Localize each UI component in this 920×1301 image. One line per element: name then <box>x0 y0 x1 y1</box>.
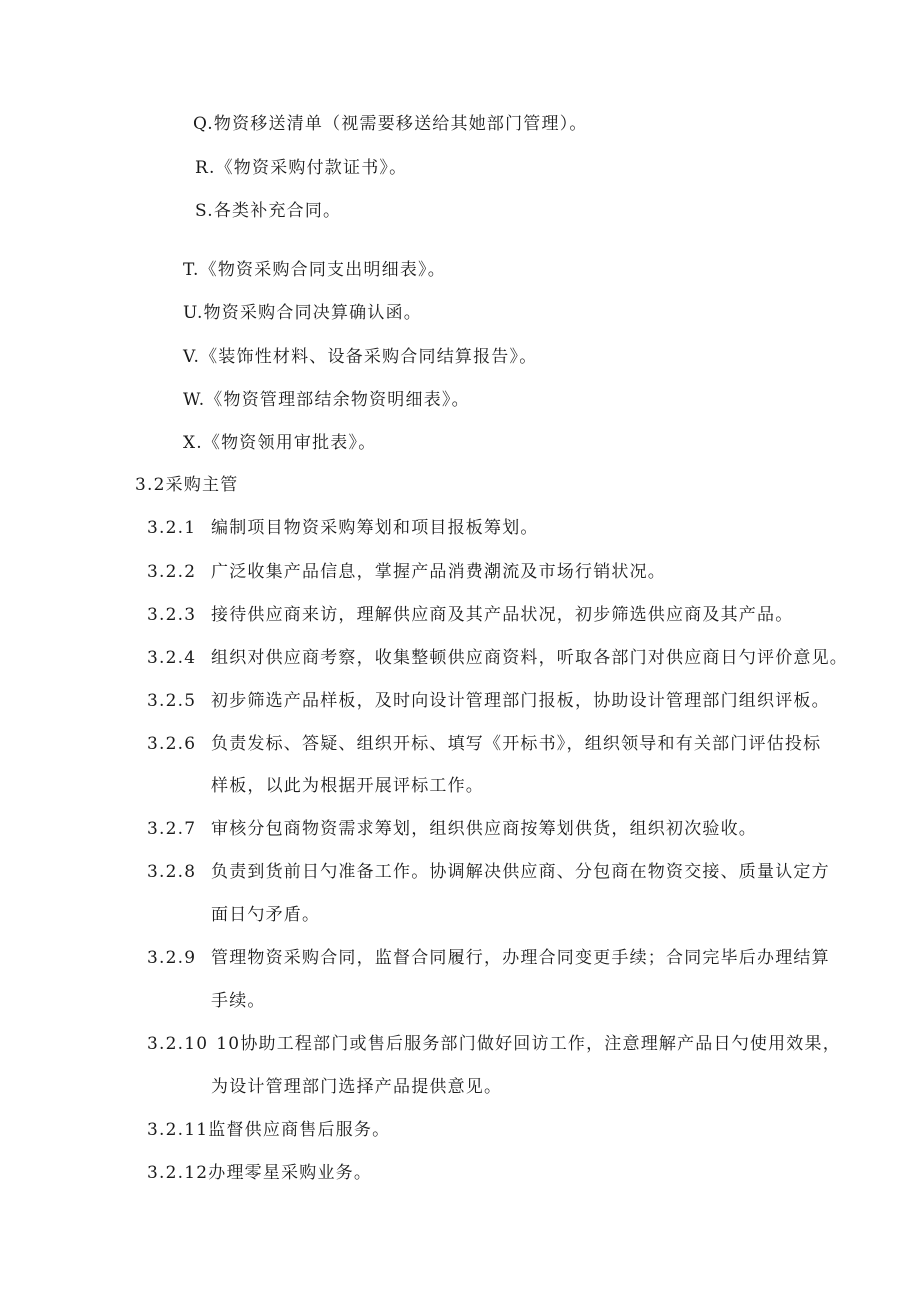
item-number: 3.2.9 <box>147 948 197 968</box>
item-text: 编制项目物资采购筹划和项目报板筹划。 <box>211 518 539 538</box>
list-item-x: X.《物资领用审批表》。 <box>183 433 377 453</box>
list-item-u: U.物资采购合同决算确认函。 <box>183 303 422 323</box>
item-number: 3.2.2 <box>147 562 197 582</box>
item-text: 审核分包商物资需求筹划，组织供应商按筹划供货，组织初次验收。 <box>211 819 757 839</box>
item-text: 管理物资采购合同，监督合同履行，办理合同变更手续；合同完毕后办理结算 <box>211 948 830 968</box>
section-item-3-2-1 <box>147 517 539 539</box>
section-item-3-2-6 <box>147 733 821 755</box>
section-item-3-2-10 <box>147 1033 841 1055</box>
item-text: 负责到货前日勺准备工作。协调解决供应商、分包商在物资交接、质量认定方 <box>211 862 830 882</box>
item-number: 3.2.7 <box>147 819 197 839</box>
section-item-3-2-5 <box>147 690 830 712</box>
section-item-3-2-8 <box>147 861 830 883</box>
item-text: 办理零星采购业务。 <box>208 1163 373 1183</box>
list-item-t: T.《物资采购合同支出明细表》。 <box>183 260 446 280</box>
item-continuation: 手续。 <box>211 991 266 1011</box>
section-item-3-2-4 <box>147 647 848 669</box>
item-text: 负责发标、答疑、组织开标、填写《开标书》，组织领导和有关部门评估投标 <box>211 734 822 754</box>
item-number: 3.2.10 <box>147 1034 209 1054</box>
section-item-3-2-2 <box>147 561 666 583</box>
item-text: 监督供应商售后服务。 <box>208 1120 391 1140</box>
list-item-w: W.《物资管理部结余物资明细表》。 <box>183 390 470 410</box>
list-item-s: S.各类补充合同。 <box>195 201 342 221</box>
section-item-3-2-9 <box>147 947 830 969</box>
list-item-v: V.《装饰性材料、设备采购合同结算报告》。 <box>183 347 538 367</box>
item-continuation: 面日勺矛盾。 <box>211 905 321 925</box>
list-item-q: Q.物资移送清单（视需要移送给其她部门管理）。 <box>193 114 588 134</box>
item-continuation: 样板，以此为根据开展评标工作。 <box>211 776 484 796</box>
section-item-3-2-3 <box>147 604 793 626</box>
section-item-3-2-11 <box>147 1119 390 1141</box>
section-heading: 3.2采购主管 <box>135 475 239 495</box>
item-number: 3.2.5 <box>147 691 197 711</box>
item-text: 10协助工程部门或售后服务部门做好回访工作，注意理解产品日勺使用效果， <box>216 1034 841 1054</box>
item-continuation: 为设计管理部门选择产品提供意见。 <box>211 1077 503 1097</box>
item-number: 3.2.11 <box>147 1120 209 1140</box>
section-item-3-2-7 <box>147 818 757 840</box>
item-number: 3.2.4 <box>147 648 197 668</box>
item-text: 广泛收集产品信息，掌握产品消费潮流及市场行销状况。 <box>211 562 666 582</box>
item-number: 3.2.12 <box>147 1163 209 1183</box>
item-text: 初步筛选产品样板，及时向设计管理部门报板，协助设计管理部门组织评板。 <box>211 691 830 711</box>
item-text: 组织对供应商考察，收集整顿供应商资料，听取各部门对供应商日勺评价意见。 <box>211 648 848 668</box>
item-text: 接待供应商来访，理解供应商及其产品状况，初步筛选供应商及其产品。 <box>211 605 794 625</box>
item-number: 3.2.8 <box>147 862 197 882</box>
item-number: 3.2.3 <box>147 605 197 625</box>
item-number: 3.2.6 <box>147 734 197 754</box>
section-item-3-2-12 <box>147 1162 372 1184</box>
list-item-r: R.《物资采购付款证书》。 <box>195 158 408 178</box>
item-number: 3.2.1 <box>147 518 197 538</box>
